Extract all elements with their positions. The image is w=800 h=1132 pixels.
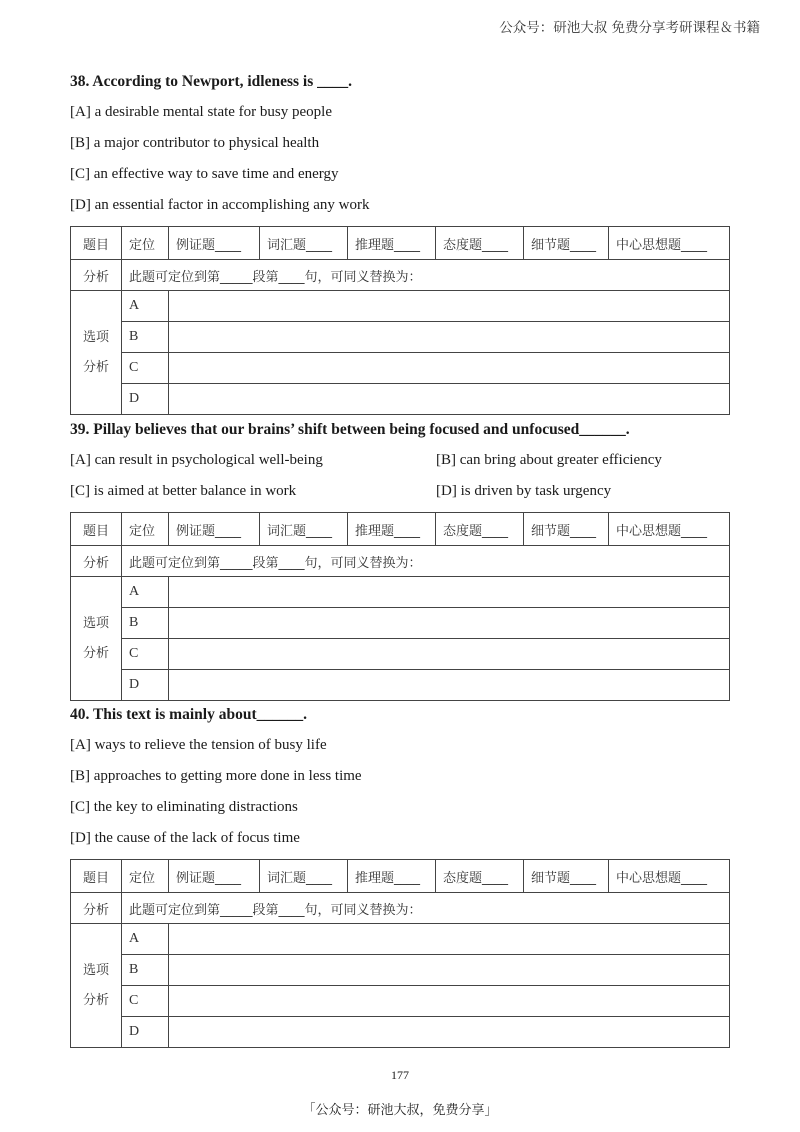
locate-prompt-cell: 此题可定位到第_____段第____句，可同义替换为： (122, 893, 730, 924)
question-type-cell: 词汇题____ (260, 860, 348, 893)
question-type-cell: 词汇题____ (260, 227, 348, 260)
analysis-label-cell: 分析 (71, 546, 122, 577)
option-letter-cell: C (122, 986, 169, 1017)
question-type-cell: 推理题____ (348, 227, 436, 260)
question-type-cell: 中心思想题____ (609, 860, 730, 893)
option-analysis-blank-cell (169, 384, 730, 415)
question-label-cell: 题目 (71, 513, 122, 546)
question-type-cell: 推理题____ (348, 860, 436, 893)
question-block (70, 420, 730, 701)
answer-option: [C] the key to eliminating distractions (70, 799, 298, 815)
answer-option: [A] a desirable mental state for busy people (70, 104, 332, 120)
header-note: 公众号：研池大叔 免费分享考研课程＆书籍 (499, 20, 760, 36)
locate-label-cell: 定位 (122, 227, 169, 260)
question-type-cell: 例证题____ (169, 513, 260, 546)
analysis-table (70, 512, 730, 701)
option-analysis-label-cell (71, 291, 122, 415)
option-letter-cell: A (122, 291, 169, 322)
locate-label-cell: 定位 (122, 513, 169, 546)
option-analysis-label-line: 选项 (82, 329, 109, 345)
option-row (70, 481, 730, 512)
question-type-cell: 推理题____ (348, 513, 436, 546)
option-letter-cell: B (122, 955, 169, 986)
analysis-table (70, 859, 730, 1048)
answer-option: [D] the cause of the lack of focus time (70, 830, 300, 846)
option-analysis-blank-cell (169, 353, 730, 384)
question-label-cell: 题目 (71, 860, 122, 893)
question-type-cell: 态度题____ (436, 227, 524, 260)
answer-option: [D] an essential factor in accomplishing any work (70, 197, 370, 213)
analysis-label-cell: 分析 (71, 893, 122, 924)
option-letter-cell: C (122, 639, 169, 670)
locate-label-cell: 定位 (122, 860, 169, 893)
option-analysis-blank-cell (169, 291, 730, 322)
answer-option: [B] approaches to getting more done in less time (70, 768, 362, 784)
question-type-cell: 态度题____ (436, 860, 524, 893)
analysis-label-cell: 分析 (71, 260, 122, 291)
option-analysis-blank-cell (169, 924, 730, 955)
answer-option: [C] is aimed at better balance in work (70, 483, 297, 499)
option-analysis-label-line: 分析 (82, 992, 109, 1008)
footer-note: 「公众号：研池大叔，免费分享」 (302, 1103, 498, 1118)
question-block (70, 72, 730, 415)
question-block (70, 705, 730, 1048)
question-type-cell: 细节题____ (524, 513, 609, 546)
analysis-table (70, 226, 730, 415)
question-type-cell: 例证题____ (169, 227, 260, 260)
option-analysis-blank-cell (169, 955, 730, 986)
option-analysis-blank-cell (169, 577, 730, 608)
option-letter-cell: D (122, 670, 169, 701)
question-title: 40. This text is mainly about______. (70, 706, 307, 723)
option-letter-cell: B (122, 608, 169, 639)
answer-option: [D] is driven by task urgency (436, 483, 612, 499)
option-analysis-blank-cell (169, 986, 730, 1017)
page-number: 177 (391, 1068, 409, 1082)
option-analysis-blank-cell (169, 322, 730, 353)
option-row (70, 450, 730, 481)
question-type-cell: 中心思想题____ (609, 227, 730, 260)
option-analysis-label-line: 选项 (82, 615, 109, 631)
question-type-cell: 词汇题____ (260, 513, 348, 546)
option-letter-cell: D (122, 384, 169, 415)
answer-option: [A] ways to relieve the tension of busy life (70, 737, 327, 753)
option-analysis-blank-cell (169, 1017, 730, 1048)
option-analysis-label-line: 分析 (82, 359, 109, 375)
question-label-cell: 题目 (71, 227, 122, 260)
locate-prompt-cell: 此题可定位到第_____段第____句，可同义替换为： (122, 546, 730, 577)
answer-option: [C] an effective way to save time and energy (70, 166, 339, 182)
option-analysis-label-line: 选项 (82, 962, 109, 978)
option-letter-cell: B (122, 322, 169, 353)
option-letter-cell: D (122, 1017, 169, 1048)
question-title: 38. According to Newport, idleness is ____. (70, 73, 353, 90)
question-type-cell: 细节题____ (524, 227, 609, 260)
answer-option: [A] can result in psychological well-being (70, 452, 323, 468)
option-analysis-blank-cell (169, 608, 730, 639)
question-title: 39. Pillay believes that our brains’ shift between being focused and unfocused______. (70, 421, 630, 438)
locate-prompt-cell: 此题可定位到第_____段第____句，可同义替换为： (122, 260, 730, 291)
option-analysis-blank-cell (169, 639, 730, 670)
option-analysis-label-line: 分析 (82, 645, 109, 661)
question-type-cell: 细节题____ (524, 860, 609, 893)
question-type-cell: 态度题____ (436, 513, 524, 546)
answer-option: [B] can bring about greater efficiency (436, 452, 662, 468)
option-letter-cell: C (122, 353, 169, 384)
option-letter-cell: A (122, 924, 169, 955)
option-analysis-label-cell (71, 924, 122, 1048)
question-type-cell: 中心思想题____ (609, 513, 730, 546)
option-letter-cell: A (122, 577, 169, 608)
option-analysis-blank-cell (169, 670, 730, 701)
question-type-cell: 例证题____ (169, 860, 260, 893)
answer-option: [B] a major contributor to physical health (70, 135, 320, 151)
option-analysis-label-cell (71, 577, 122, 701)
